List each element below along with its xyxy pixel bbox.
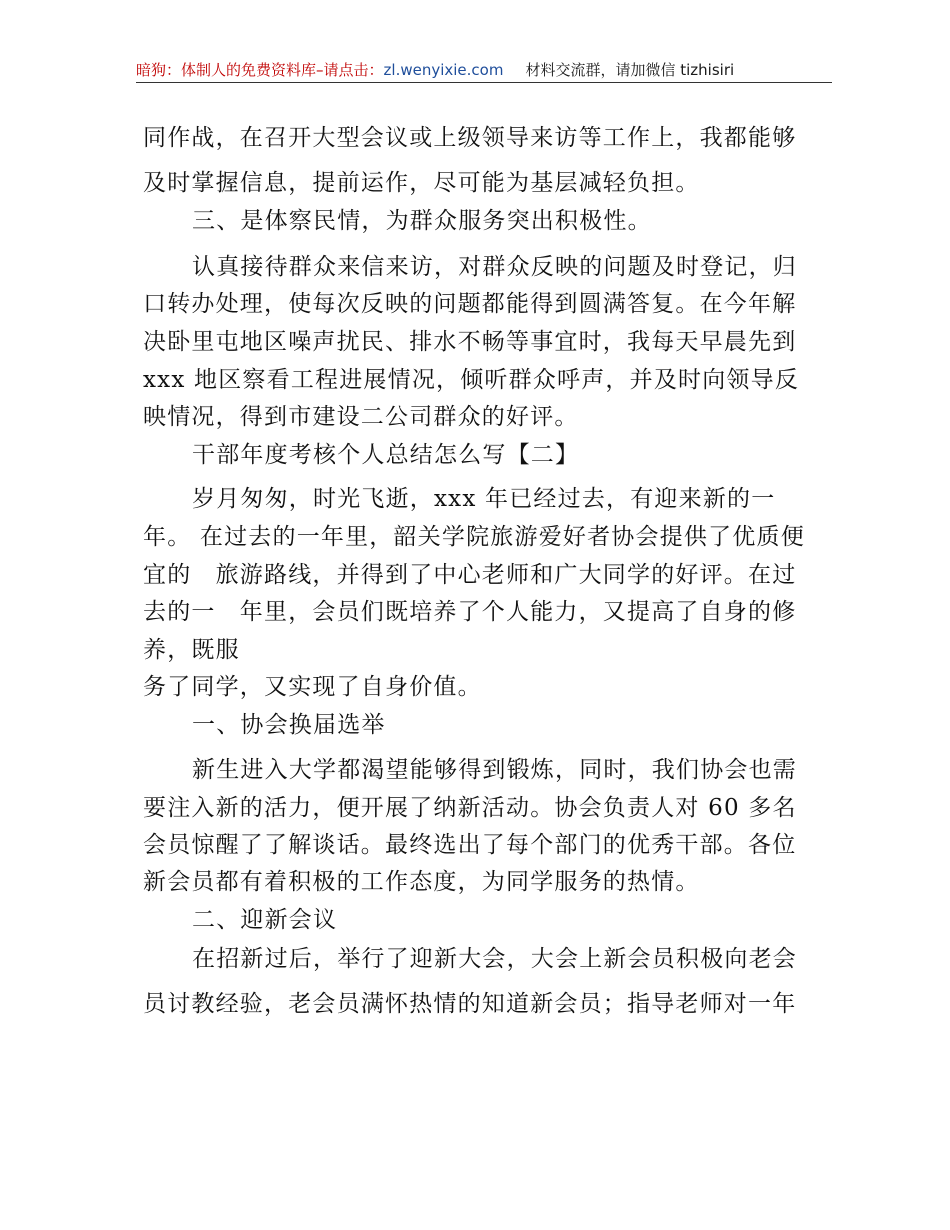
header-wechat-note: 材料交流群，请加微信 tizhisiri — [525, 61, 735, 79]
paragraph-line: 决卧里屯地区噪声扰民、排水不畅等事宜时，我每天早晨先到 — [143, 329, 797, 355]
paragraph-line: 年。 在过去的一年里，韶关学院旅游爱好者协会提供了优质便 — [143, 524, 805, 550]
paragraph-line: 宜的 旅游路线，并得到了中心老师和广大同学的好评。在过 — [143, 562, 797, 588]
paragraph-line: 在招新过后，举行了迎新大会，大会上新会员积极向老会 — [192, 946, 797, 972]
header-click-prompt: –请点击： — [316, 61, 384, 79]
paragraph-line: 去的一 年里，会员们既培养了个人能力，又提高了自身的修 — [143, 599, 797, 625]
header-divider — [136, 82, 832, 83]
paragraph-line: 口转办处理，使每次反映的问题都能得到圆满答复。在今年解 — [143, 291, 797, 317]
header-site-title: 暗狗：体制人的免费资料库 — [136, 61, 317, 79]
paragraph-line: 会员惊醒了了解谈话。最终选出了每个部门的优秀干部。各位 — [143, 832, 797, 858]
article-title: 干部年度考核个人总结怎么写【二】 — [192, 442, 580, 468]
section-heading: 三、是体察民情，为群众服务突出积极性。 — [192, 208, 652, 234]
paragraph-line: 同作战，在召开大型会议或上级领导来访等工作上，我都能够 — [143, 125, 797, 151]
section-heading: 二、迎新会议 — [192, 907, 338, 933]
paragraph-line: 新生进入大学都渴望能够得到锻炼，同时，我们协会也需 — [192, 757, 797, 783]
paragraph-line: 映情况，得到市建设二公司群众的好评。 — [143, 404, 579, 430]
paragraph-line: 及时掌握信息，提前运作，尽可能为基层减轻负担。 — [143, 170, 700, 196]
paragraph-line: 岁月匆匆，时光飞逝，xxx 年已经过去，有迎来新的一 — [192, 486, 776, 512]
paragraph-line: 认真接待群众来信来访，对群众反映的问题及时登记，归 — [192, 254, 797, 280]
paragraph-line: 新会员都有着积极的工作态度，为同学服务的热情。 — [143, 869, 700, 895]
paragraph-line: 员讨教经验，老会员满怀热情的知道新会员；指导老师对一年 — [143, 991, 797, 1017]
paragraph-line: 养，既服 — [143, 637, 240, 663]
section-heading: 一、协会换届选举 — [192, 712, 386, 738]
paragraph-line: xxx 地区察看工程进展情况，倾听群众呼声，并及时向领导反 — [143, 367, 800, 393]
paragraph-line: 务了同学，又实现了自身价值。 — [143, 674, 482, 700]
page-header — [136, 58, 832, 82]
header-link[interactable]: zl.wenyixie.com — [383, 61, 504, 79]
paragraph-line: 要注入新的活力，便开展了纳新活动。协会负责人对 60 多名 — [143, 795, 797, 821]
